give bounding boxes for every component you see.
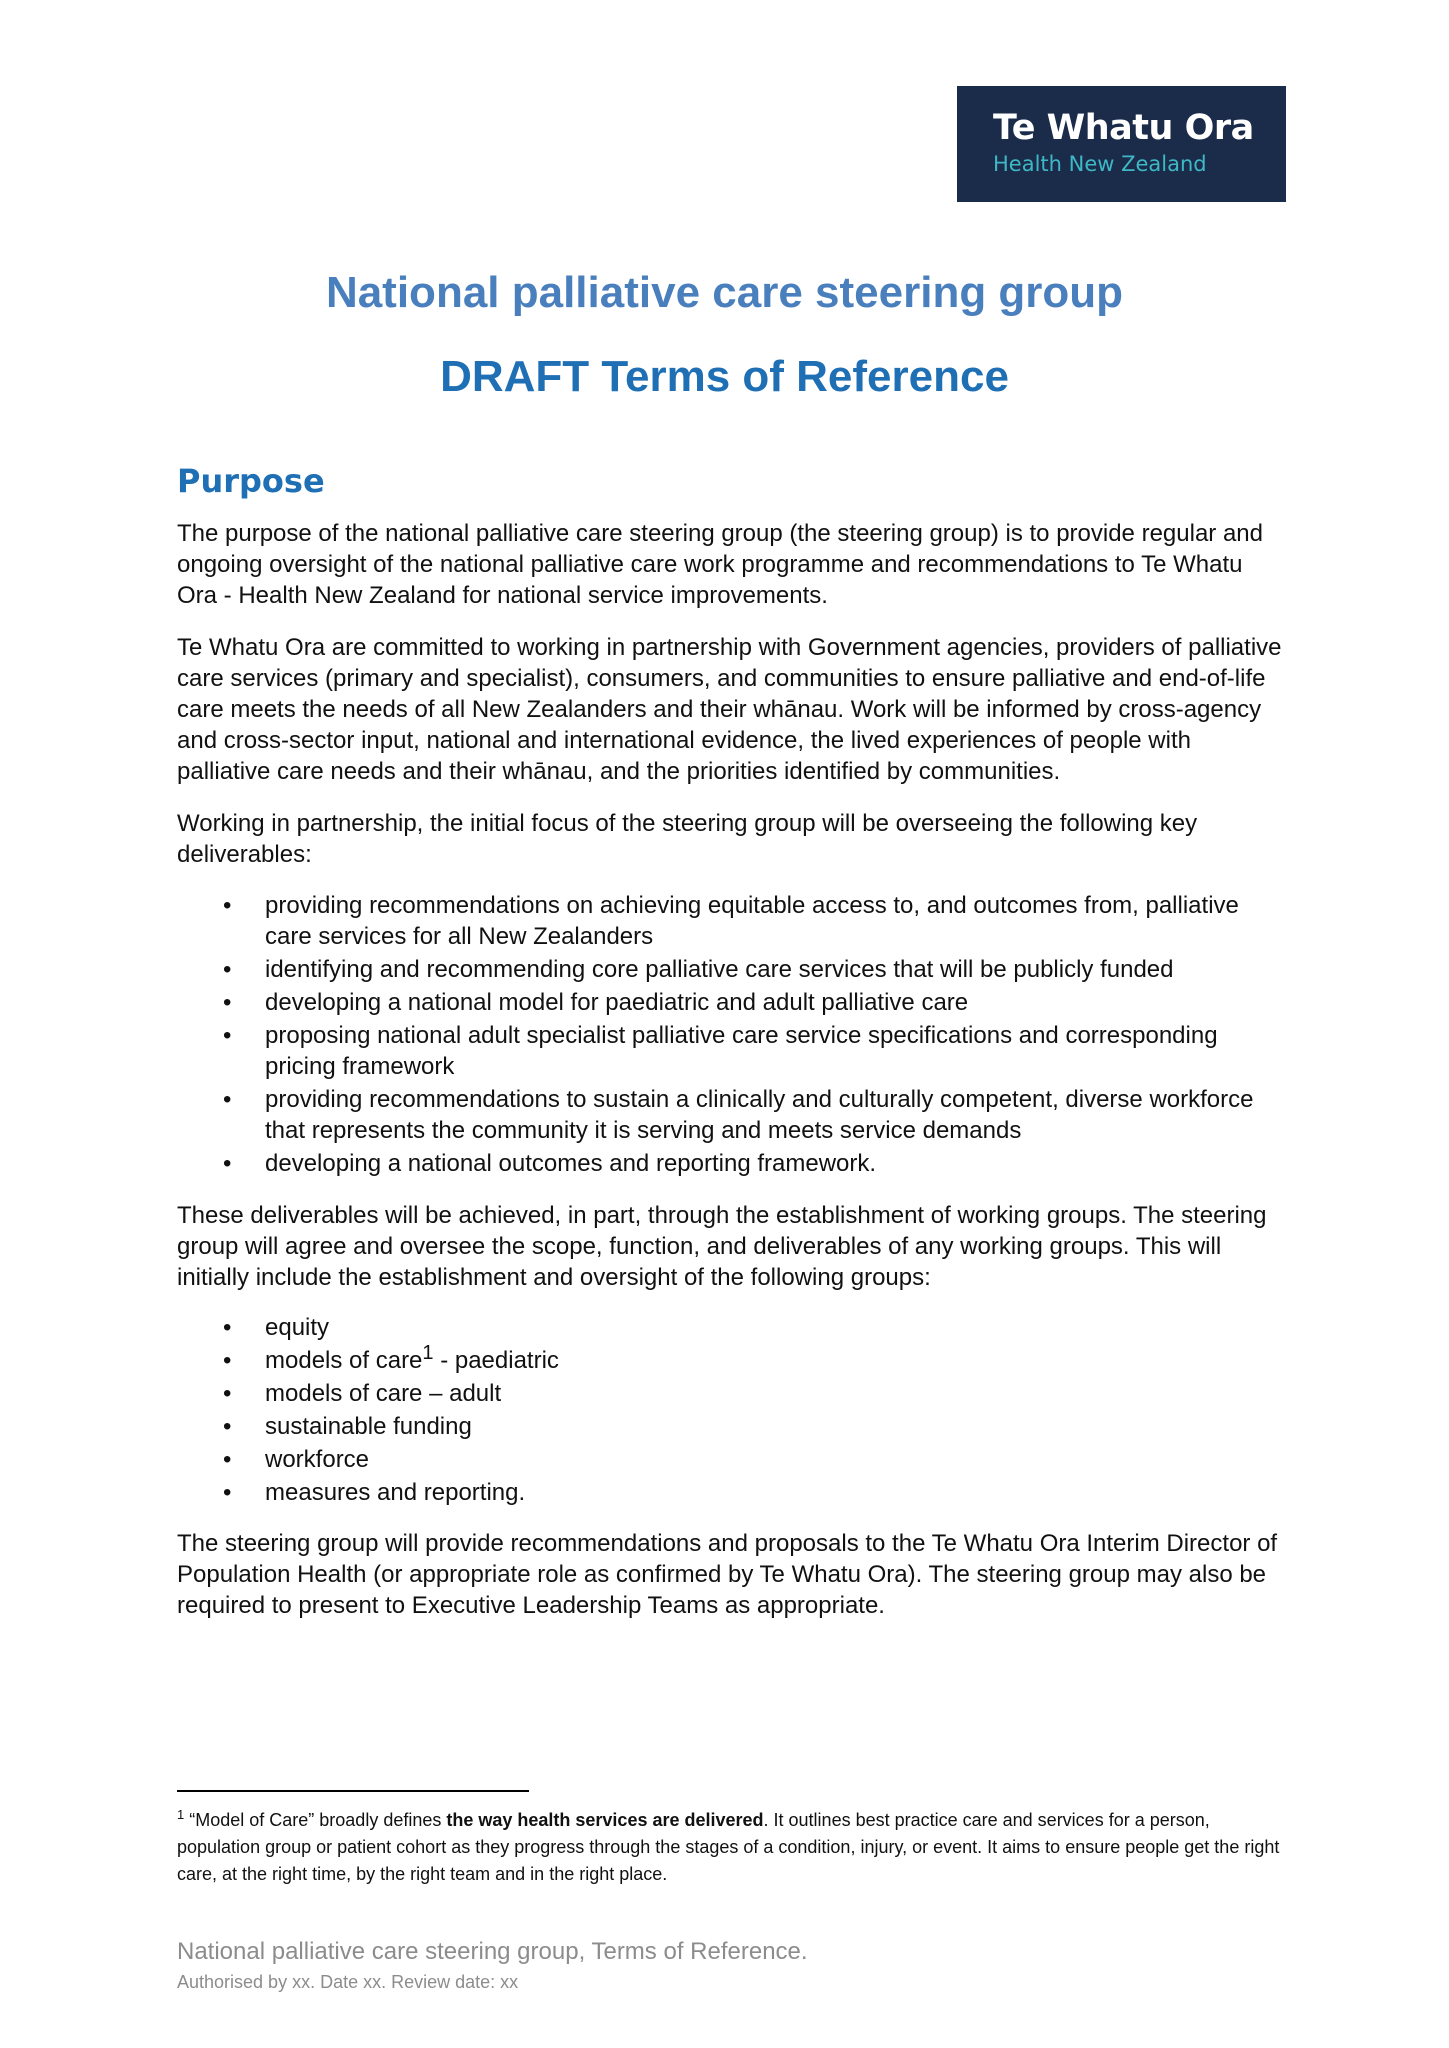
bullet-icon: • xyxy=(223,1380,232,1407)
list-item xyxy=(177,1378,1289,1409)
list-item-text: providing recommendations on achieving equitable access to, and outcomes from, palliative care services for all New Zealanders xyxy=(265,892,1239,950)
list-item-text: developing a national model for paediatric and adult palliative care xyxy=(265,989,969,1016)
section-heading-purpose: Purpose xyxy=(177,462,325,500)
bullet-icon: • xyxy=(223,892,232,919)
list-item-text: developing a national outcomes and reporting framework. xyxy=(265,1150,877,1177)
list-item xyxy=(177,1477,1289,1508)
paragraph-deliverables-intro: Working in partnership, the initial focus of the steering group will be overseeing the following key deliverables: xyxy=(177,810,1198,868)
bullet-icon: • xyxy=(223,1413,232,1440)
logo-title: Te Whatu Ora xyxy=(993,108,1254,148)
bullet-icon: • xyxy=(223,1446,232,1473)
list-item xyxy=(177,987,1289,1018)
bullet-icon: • xyxy=(223,1314,232,1341)
list-item xyxy=(177,1084,1289,1146)
list-item xyxy=(177,1444,1289,1475)
list-item xyxy=(177,954,1289,985)
footnote-divider xyxy=(177,1790,529,1792)
footnote xyxy=(177,1807,1287,1888)
bullet-icon: • xyxy=(223,1347,232,1374)
list-item-text: models of care – adult xyxy=(265,1380,502,1407)
list-item xyxy=(177,890,1289,952)
bullet-icon: • xyxy=(223,1086,232,1113)
page-subtitle: DRAFT Terms of Reference xyxy=(440,352,1009,401)
list-item-text: models of care xyxy=(265,1347,423,1374)
bullet-icon: • xyxy=(223,956,232,983)
list-item xyxy=(177,1411,1289,1442)
footnote-reference[interactable]: 1 xyxy=(422,1342,434,1364)
bullet-icon: • xyxy=(223,1479,232,1506)
footnote-text-post: . It outlines best practice care and services for a person, population group or patient cohort as they progress through the stages of a condition, injury, or event. It aims to ensure people get the right care, at the right time, by the right team and in the right place. xyxy=(177,1810,1280,1884)
list-item xyxy=(177,1342,1289,1376)
list-item-text: workforce xyxy=(265,1446,370,1473)
list-item-text: proposing national adult specialist palliative care service specifications and corresponding pricing framework xyxy=(265,1022,1218,1080)
logo xyxy=(957,86,1286,202)
bullet-icon: • xyxy=(223,1022,232,1049)
footer-title: National palliative care steering group, Terms of Reference. xyxy=(177,1938,808,1965)
list-item xyxy=(177,1148,1289,1179)
paragraph-recommendations: The steering group will provide recommendations and proposals to the Te Whatu Ora Interim Director of Population Health (or appropriate role as confirmed by Te Whatu Ora). The steering group may also be required to present to Executive Leadership Teams as appropriate. xyxy=(177,1530,1278,1619)
paragraph-working-groups: These deliverables will be achieved, in part, through the establishment of working groups. The steering group will agree and oversee the scope, function, and deliverables of any working groups. This will initially include the establishment and oversight of the following groups: xyxy=(177,1202,1267,1291)
list-item-text: identifying and recommending core palliative care services that will be publicly funded xyxy=(265,956,1174,983)
bullet-icon: • xyxy=(223,1150,232,1177)
list-item-text: measures and reporting. xyxy=(265,1479,526,1506)
groups-list xyxy=(177,1312,1289,1510)
paragraph-partnership: Te Whatu Ora are committed to working in partnership with Government agencies, providers of palliative care services (primary and specialist), consumers, and communities to ensure palliative and end-of-life care meets the needs of all New Zealanders and their whānau. Work will be informed by cross-agency and cross-sector input, national and international evidence, the lived experiences of people with palliative care needs and their whānau, and the priorities identified by communities. xyxy=(177,634,1282,785)
footer-authorisation: Authorised by xx. Date xx. Review date: xx xyxy=(177,1972,519,1992)
list-item-text: sustainable funding xyxy=(265,1413,472,1440)
deliverables-list xyxy=(177,890,1289,1181)
footnote-marker: 1 xyxy=(177,1807,185,1822)
list-item xyxy=(177,1020,1289,1082)
footnote-text-pre: “Model of Care” broadly defines xyxy=(184,1810,447,1830)
bullet-icon: • xyxy=(223,989,232,1016)
list-item-text: equity xyxy=(265,1314,330,1341)
list-item xyxy=(177,1312,1289,1343)
page-title: National palliative care steering group xyxy=(325,268,1124,317)
list-item-text: providing recommendations to sustain a clinically and culturally competent, diverse workforce that represents the community it is serving and meets service demands xyxy=(265,1086,1254,1144)
list-item-text-suffix: - paediatric xyxy=(433,1347,559,1374)
paragraph-purpose: The purpose of the national palliative care steering group (the steering group) is to provide regular and ongoing oversight of the national palliative care work programme and recommendations to Te Whatu Ora - Health New Zealand for national service improvements. xyxy=(177,520,1263,609)
logo-subtitle: Health New Zealand xyxy=(993,152,1207,176)
footnote-text-bold: the way health services are delivered xyxy=(446,1810,764,1830)
